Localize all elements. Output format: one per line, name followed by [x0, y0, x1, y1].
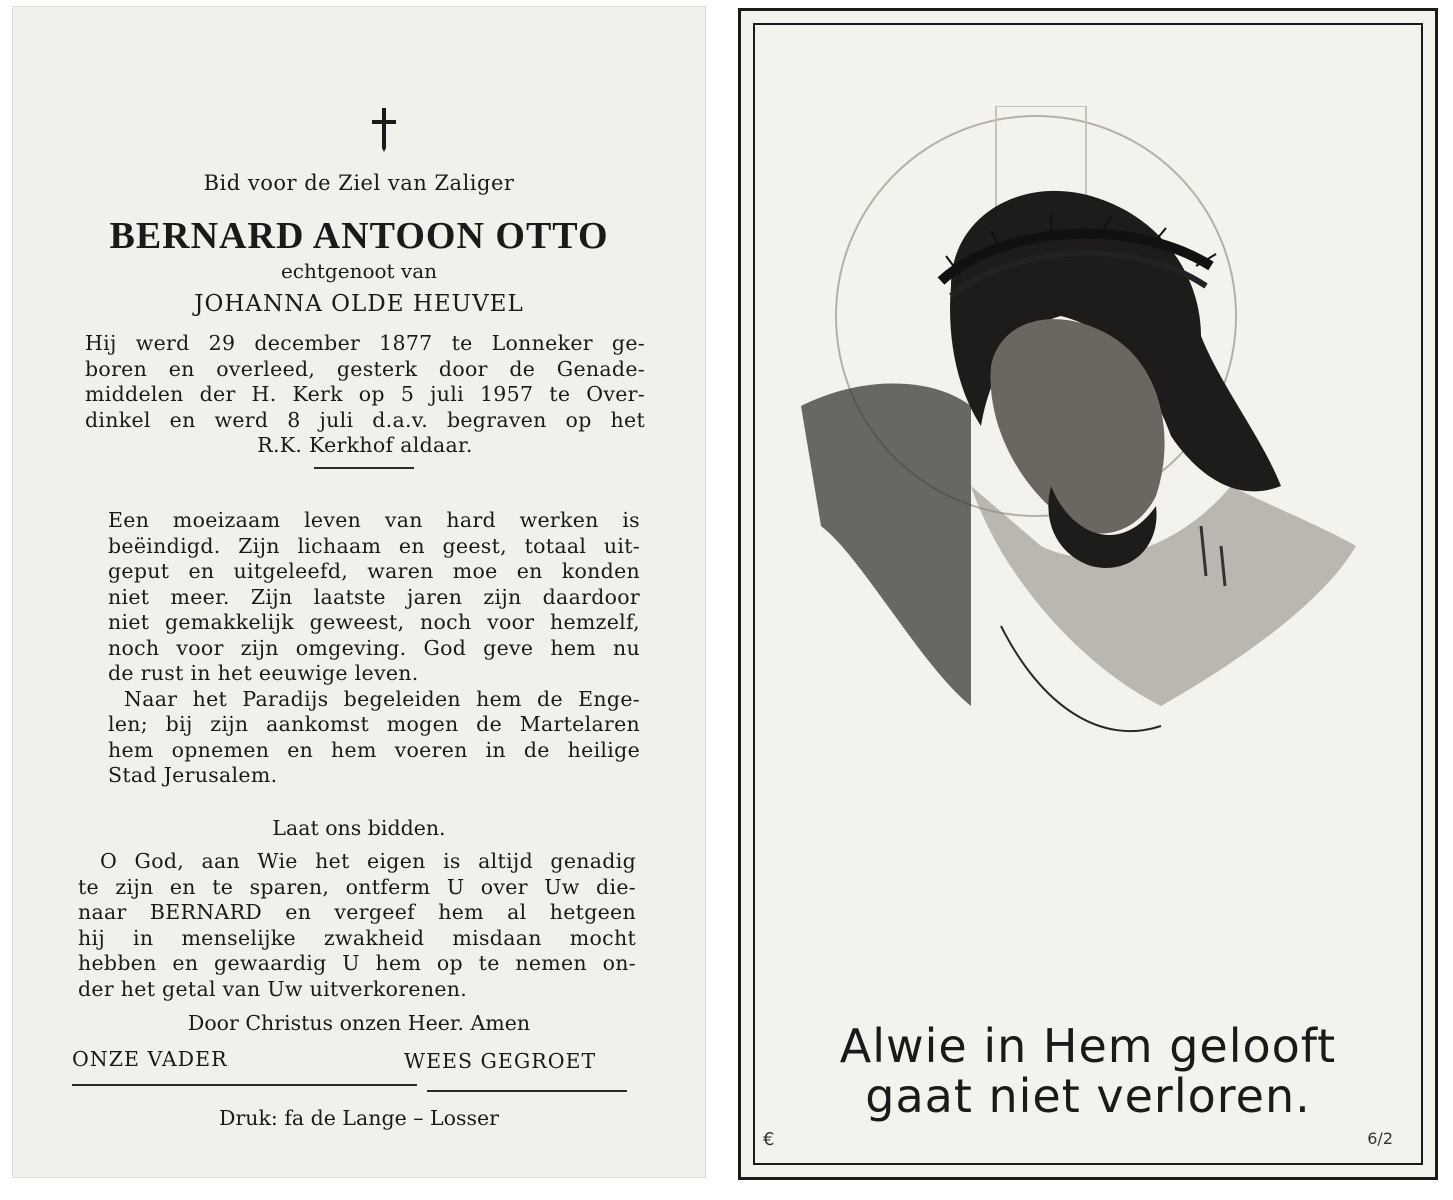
motto-line-2: gaat niet verloren. — [865, 1069, 1311, 1123]
bio-line: middelen der H. Kerk op 5 juli 1957 te Over- — [85, 382, 645, 406]
card-code: 6/2 — [1367, 1129, 1393, 1148]
text-line: noch voor zijn omgeving. God geve hem nu — [108, 635, 640, 660]
bio-line: R.K. Kerkhof aldaar. — [257, 433, 473, 457]
motto-line-1: Alwie in Hem gelooft — [839, 1019, 1337, 1073]
text-line: beëindigd. Zijn lichaam en geest, totaal uit- — [108, 533, 640, 558]
intro-text: Bid voor de Ziel van Zaliger — [203, 171, 515, 195]
text-line: Stad Jerusalem. — [108, 763, 278, 787]
divider-line-right — [427, 1090, 627, 1092]
spouse-name: JOHANNA OLDE HEUVEL — [194, 291, 524, 317]
prayer-text — [78, 849, 636, 1002]
text-line: niet gemakkelijk geweest, noch voor hemzelf, — [108, 610, 640, 634]
prayer-line: hebben en gewaardig U hem op te nemen on- — [78, 951, 636, 975]
prayer-line: der het getal van Uw uitverkorenen. — [78, 976, 468, 1001]
text-line: hem opnemen en hem voeren in de heilige — [108, 737, 640, 762]
printer-credit: Druk: fa de Lange – Losser — [219, 1106, 499, 1130]
deceased-name: BERNARD ANTOON OTTO — [109, 215, 609, 257]
bio-line: Hij werd 29 december 1877 te Lonneker ge- — [85, 331, 645, 355]
prayer-line: hij in menselijke zwakheid misdaan mocht — [78, 925, 636, 950]
text-line: de rust in het eeuwige leven. — [108, 661, 419, 685]
bio-line: boren en overleed, gesterk door de Genade- — [85, 356, 645, 381]
memorial-card-text-side — [12, 6, 706, 1178]
biography — [85, 331, 645, 459]
memorial-card-image-side — [738, 8, 1438, 1180]
prayer-title: Laat ons bidden. — [272, 816, 446, 840]
text-line: geput en uitgeleefd, waren moe en konden — [108, 559, 640, 583]
prayer-line: te zijn en te sparen, ontferm U over Uw die- — [78, 874, 636, 899]
footer-prayer-right: WEES GEGROET — [404, 1049, 597, 1073]
reflection-text — [108, 508, 640, 789]
text-line: niet meer. Zijn laatste jaren zijn daardoor — [108, 584, 640, 609]
divider-line-left — [72, 1084, 417, 1086]
spouse-label: echtgenoot van — [280, 259, 438, 283]
closing-line: Door Christus onzen Heer. Amen — [187, 1011, 531, 1035]
footer-prayer-left: ONZE VADER — [72, 1047, 228, 1071]
bio-line: dinkel en werd 8 juli d.a.v. begraven op het — [85, 407, 645, 432]
prayer-line: naar BERNARD en vergeef hem al hetgeen — [78, 900, 636, 924]
prayer-line: O God, aan Wie het eigen is altijd genadig — [100, 849, 636, 873]
text-line: len; bij zijn aankomst mogen de Martelaren — [108, 712, 640, 736]
divider-line — [314, 467, 414, 469]
text-line: Naar het Paradijs begeleiden hem de Enge- — [124, 686, 640, 711]
text-line: Een moeizaam leven van hard werken is — [108, 508, 640, 532]
publisher-mark: € — [763, 1129, 775, 1150]
christ-crown-of-thorns-illustration — [801, 106, 1361, 746]
cross-icon — [369, 108, 399, 152]
